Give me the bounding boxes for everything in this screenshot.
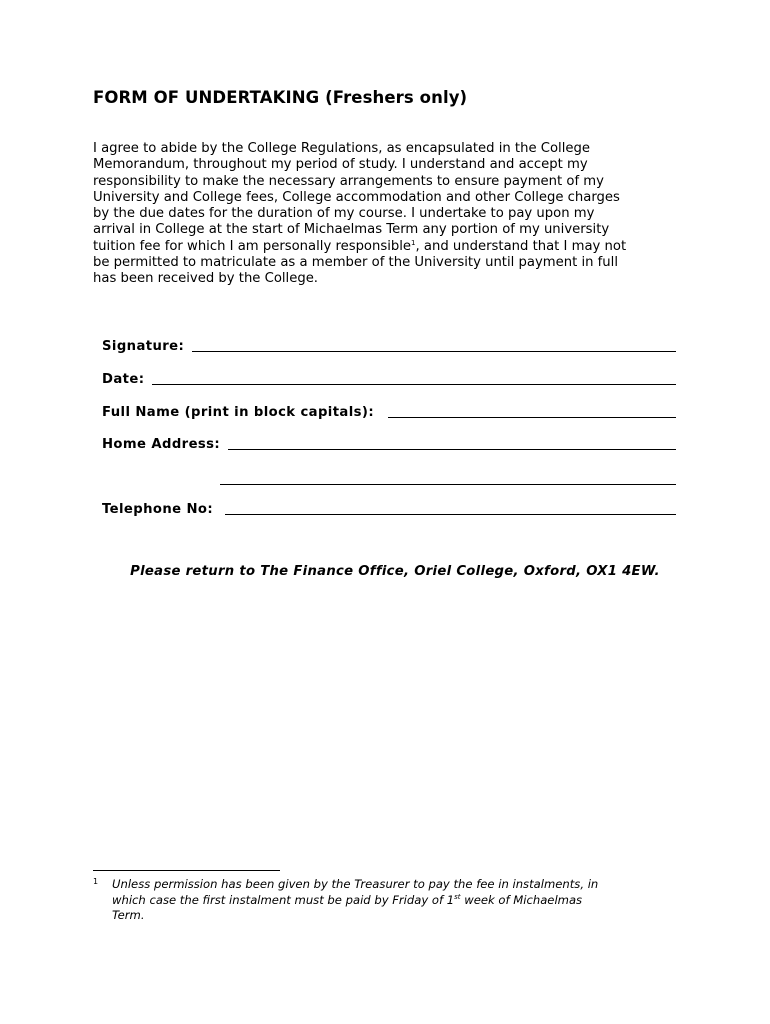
full-name-input[interactable] xyxy=(388,403,676,418)
paragraph-line xyxy=(93,239,693,255)
footnote-line: Unless permission has been given by the Treasurer to pay the fee in instalments, in xyxy=(112,877,599,891)
undertaking-paragraph xyxy=(93,141,693,288)
footnote-reference: 1 xyxy=(411,238,416,247)
date-input[interactable] xyxy=(152,370,676,385)
paragraph-line: Memorandum, throughout my period of study. I understand and accept my xyxy=(93,157,588,173)
telephone-label: Telephone No: xyxy=(102,502,214,517)
paragraph-line: has been received by the College. xyxy=(93,271,318,287)
home-address-input-line-2[interactable] xyxy=(220,470,676,485)
date-field xyxy=(102,369,676,387)
paragraph-line: University and College fees, College accommodation and other College charges xyxy=(93,189,620,205)
paragraph-line: be permitted to matriculate as a member of the University until payment in full xyxy=(93,255,618,271)
paragraph-text: tuition fee for which I am personally responsible xyxy=(93,238,412,254)
paragraph-line: by the due dates for the duration of my course. I undertake to pay upon my xyxy=(93,206,595,222)
full-name-label: Full Name (print in block capitals): xyxy=(102,405,375,420)
footnote-divider xyxy=(93,870,280,871)
footnote-text-part: week of Michaelmas xyxy=(460,892,583,907)
footnote-line: Term. xyxy=(112,908,145,922)
page-title: FORM OF UNDERTAKING (Freshers only) xyxy=(93,88,468,107)
footnote-text xyxy=(112,877,598,924)
telephone-input[interactable] xyxy=(225,500,676,515)
telephone-field xyxy=(102,499,676,517)
signature-input[interactable] xyxy=(192,337,676,352)
paragraph-line: I agree to abide by the College Regulations, as encapsulated in the College xyxy=(93,141,590,156)
home-address-field xyxy=(102,434,676,452)
date-label: Date: xyxy=(102,372,145,387)
footnote-text-part: which case the first instalment must be paid by Friday of 1 xyxy=(112,892,455,907)
return-instructions-text: Please return to The Finance Office, Oriel College, Oxford, OX1 4EW. xyxy=(130,564,660,579)
home-address-continuation xyxy=(220,466,676,482)
return-instructions xyxy=(0,564,770,579)
signature-field xyxy=(102,336,676,354)
full-name-field xyxy=(102,402,676,420)
paragraph-text: , and understand that I may not xyxy=(415,238,627,254)
paragraph-line: arrival in College at the start of Michaelmas Term any portion of my university xyxy=(93,222,610,238)
home-address-label: Home Address: xyxy=(102,437,221,452)
signature-label: Signature: xyxy=(102,339,185,354)
paragraph-line: responsibility to make the necessary arrangements to ensure payment of my xyxy=(93,173,604,189)
footnote-line xyxy=(112,893,598,909)
footnote-marker: 1 xyxy=(93,877,99,886)
ordinal-suffix: st xyxy=(454,892,461,901)
home-address-input[interactable] xyxy=(228,435,676,450)
